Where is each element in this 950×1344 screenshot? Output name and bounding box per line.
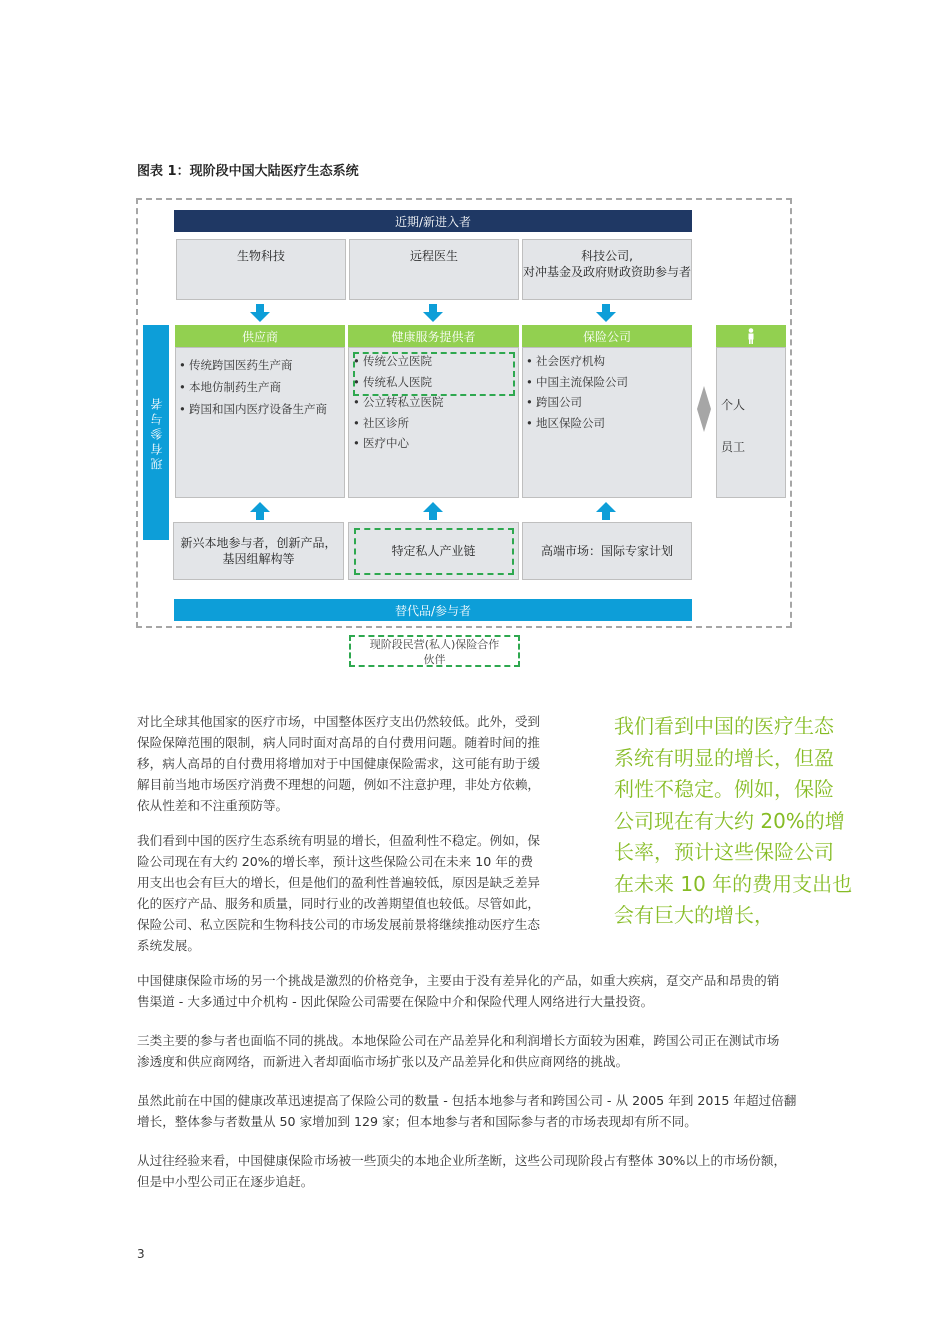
list-item: • 传统公立医院 — [351, 351, 518, 372]
bottom-box-emerging — [173, 522, 344, 580]
substitutes-bar: 替代品/参与者 — [174, 599, 692, 621]
list-item: • 本地仿制药生产商 — [177, 376, 344, 398]
new-entrants-bar: 近期/新进入者 — [174, 210, 692, 232]
paragraph-line: 用支出也会有巨大的增长，但是他们的盈利性普遍较低，原因是缺乏差异 — [137, 875, 540, 890]
consumer-box — [716, 347, 786, 498]
paragraph-line: 保险公司、私立医院和生物科技公司的市场发展前景将继续推动医疗生态 — [137, 917, 540, 932]
bottom-box-line: 基因组解构等 — [222, 552, 295, 566]
top-box-telemedicine — [349, 239, 519, 300]
paragraph-6 — [137, 1150, 786, 1192]
consumer-employee: 员工 — [721, 440, 746, 454]
list-item: • 医疗中心 — [351, 433, 518, 454]
legend-line: 伙伴 — [423, 653, 446, 666]
bottom-box-high-end — [522, 522, 692, 580]
pull-quote — [614, 711, 852, 932]
column-head-providers: 健康服务提供者 — [348, 325, 519, 347]
bottom-box-line: 高端市场：国际专家计划 — [540, 544, 673, 558]
paragraph-3 — [137, 970, 779, 1012]
double-arrow-icon — [697, 386, 711, 432]
paragraph-line: 化的医疗产品、服务和质量，同时行业的改善期望值也较低。尽管如此， — [137, 896, 540, 911]
bottom-box-line: 特定私人产业链 — [391, 544, 476, 558]
quote-line: 我们看到中国的医疗生态 — [614, 714, 834, 738]
page-number: 3 — [137, 1247, 145, 1261]
list-item: • 中国主流保险公司 — [524, 372, 691, 393]
quote-line: 长率，预计这些保险公司 — [614, 840, 834, 864]
bottom-box-line: 新兴本地参与者，创新产品， — [180, 536, 337, 550]
quote-line: 利性不稳定。例如，保险 — [614, 777, 834, 801]
legend-private-partner — [349, 635, 520, 667]
paragraph-line: 我们看到中国的医疗生态系统有明显的增长，但盈利性不稳定。例如，保 — [137, 833, 540, 848]
paragraph-line: 但是中小型公司正在逐步追赶。 — [137, 1174, 314, 1189]
paragraph-line: 保险保障范围的限制，病人同时面对高昂的自付费用问题。随着时间的推 — [137, 735, 540, 750]
top-box-line: 远程医生 — [409, 249, 458, 263]
paragraph-4 — [137, 1030, 779, 1072]
side-bar-label: 现有参与者 — [149, 395, 164, 470]
column-body-insurers — [522, 347, 692, 498]
quote-line: 公司现在有大约 20%的增 — [614, 808, 845, 833]
paragraph-line: 中国健康保险市场的另一个挑战是激烈的价格竞争，主要由于没有差异化的产品，如重大疾病，趸交产品和昂贵的销 — [137, 973, 780, 988]
list-item: • 地区保险公司 — [524, 413, 691, 434]
figure-title: 图表 1：现阶段中国大陆医疗生态系统 — [137, 164, 359, 179]
arrow-down-icon — [423, 304, 443, 322]
paragraph-5 — [137, 1090, 796, 1132]
arrow-up-icon — [250, 502, 270, 520]
private-partner-highlight — [353, 352, 515, 396]
arrow-up-icon — [596, 502, 616, 520]
column-head-insurers: 保险公司 — [522, 325, 692, 347]
top-box-biotech — [176, 239, 346, 300]
quote-line: 在未来 10 年的费用支出也 — [614, 871, 853, 896]
list-item: • 跨国和国内医疗设备生产商 — [177, 398, 344, 420]
paragraph-line: 增长，整体参与者数量从 50 家增加到 129 家；但本地参与者和国际参与者的市场表现却有所不同。 — [137, 1114, 697, 1129]
paragraph-line: 售渠道 - 大多通过中介机构 - 因此保险公司需要在保险中介和保险代理人网络进行大量投资。 — [137, 994, 654, 1009]
person-icon — [716, 325, 786, 347]
paragraph-line: 险公司现在有大约 20%的增长率，预计这些保险公司在未来 10 年的费 — [137, 854, 534, 869]
top-box-line: 对冲基金及政府财政资助参与者 — [523, 265, 692, 279]
legend-line: 现阶段民营(私人)保险合作 — [369, 638, 500, 651]
arrow-up-icon — [423, 502, 443, 520]
arrow-down-icon — [596, 304, 616, 322]
paragraph-line: 渗透度和供应商网络，而新进入者却面临市场扩张以及产品差异化和供应商网络的挑战。 — [137, 1054, 629, 1069]
private-partner-highlight — [354, 528, 514, 575]
paragraph-line: 移，病人高昂的自付费用将增加对于中国健康保险需求，这可能有助于缓 — [137, 756, 540, 771]
list-item: • 社会医疗机构 — [524, 351, 691, 372]
top-box-tech-companies — [522, 239, 692, 300]
column-head-suppliers: 供应商 — [175, 325, 345, 347]
quote-line: 系统有明显的增长，但盈 — [614, 745, 834, 770]
paragraph-line: 虽然此前在中国的健康改革迅速提高了保险公司的数量 - 包括本地参与者和跨国公司 - 从 2005 年到 2015 年超过倍翻 — [137, 1093, 797, 1108]
paragraph-line: 从过往经验来看，中国健康保险市场被一些顶尖的本地企业所垄断，这些公司现阶段占有整体 30%以上的市场份额， — [137, 1153, 787, 1168]
quote-line: 会有巨大的增长， — [614, 903, 774, 927]
top-box-line: 生物科技 — [236, 249, 285, 263]
top-box-line: 科技公司, — [581, 249, 633, 263]
column-body-suppliers — [175, 347, 345, 498]
list-item: • 跨国公司 — [524, 392, 691, 413]
consumer-individual: 个人 — [721, 398, 746, 412]
list-item: • 传统私人医院 — [351, 372, 518, 393]
paragraph-1 — [137, 711, 540, 816]
arrow-down-icon — [250, 304, 270, 322]
paragraph-line: 系统发展。 — [137, 938, 200, 953]
list-item: • 传统跨国医药生产商 — [177, 354, 344, 376]
existing-participants-bar — [143, 325, 169, 540]
paragraph-line: 三类主要的参与者也面临不同的挑战。本地保险公司在产品差异化和利润增长方面较为困难，跨国公司正在测试市场 — [137, 1033, 780, 1048]
list-item: • 社区诊所 — [351, 413, 518, 434]
paragraph-line: 对比全球其他国家的医疗市场，中国整体医疗支出仍然较低。此外，受到 — [137, 714, 540, 729]
list-item: • 公立转私立医院 — [351, 392, 518, 413]
paragraph-2 — [137, 830, 540, 956]
paragraph-line: 解目前当地市场医疗消费不理想的问题，例如不注意护理，非处方依赖， — [137, 777, 540, 792]
paragraph-line: 依从性差和不注重预防等。 — [137, 798, 289, 813]
